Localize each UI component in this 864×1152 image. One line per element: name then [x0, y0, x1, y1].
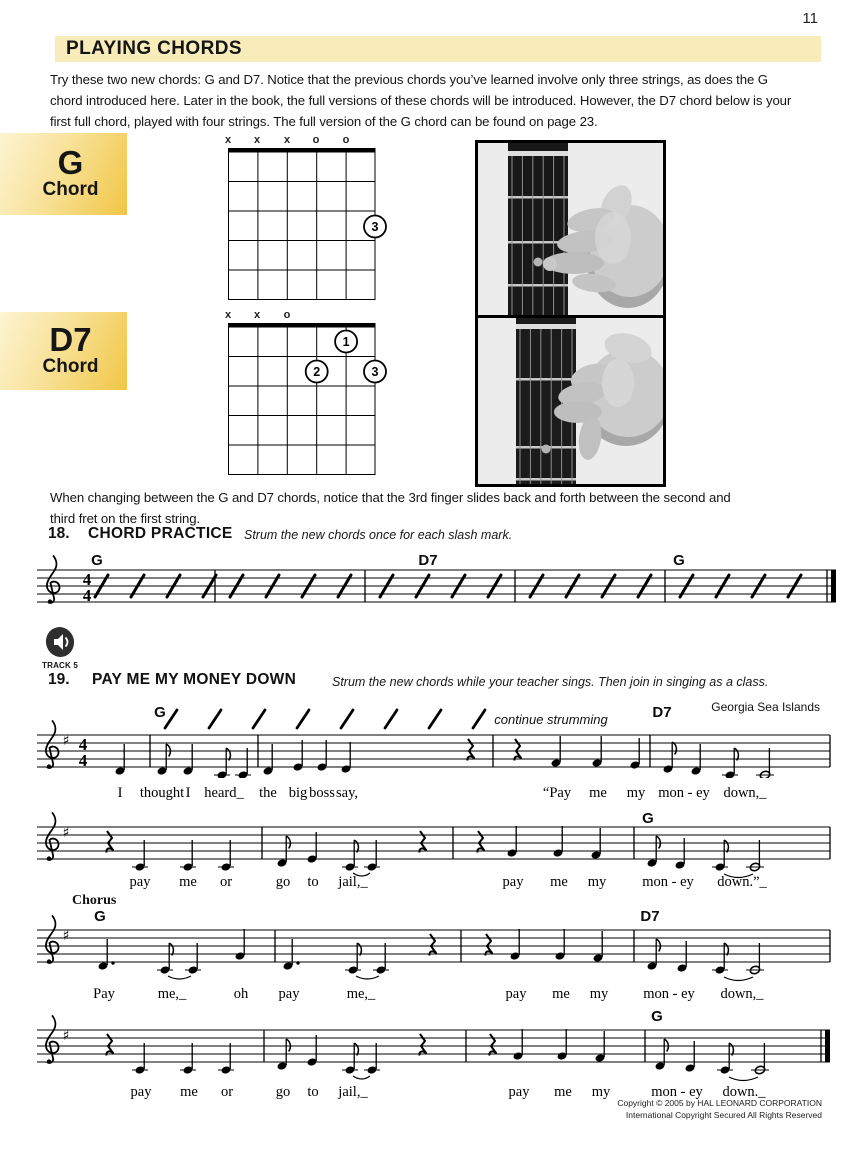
strum-slashes [165, 710, 485, 728]
ties [168, 976, 753, 981]
lyric-syllable: thought [139, 785, 185, 801]
treble-clef-icon [47, 556, 60, 604]
chord-symbol: D7 [418, 552, 438, 569]
string-marker: o [312, 134, 320, 146]
lyric-syllable: I [185, 785, 191, 801]
lyric-syllable: the [259, 785, 277, 801]
lyric-syllable: pay [502, 874, 524, 890]
section-header-bar [55, 36, 821, 62]
ties [353, 1076, 758, 1081]
nut [228, 148, 376, 153]
song-staff-line2 [35, 808, 841, 880]
chord-symbol: G [94, 908, 106, 925]
lyric-syllable: pay [129, 874, 151, 890]
noteheads [135, 848, 761, 871]
treble-clef-icon [46, 813, 59, 861]
string-marker: o [283, 309, 291, 321]
lyric-syllable: mon - ey [651, 1084, 703, 1100]
exercise-19-number: 19. [48, 671, 70, 688]
finger-number: 3 [371, 220, 379, 234]
key-signature-sharp: ♯ [62, 733, 70, 749]
lyric-syllable: down._ [722, 1084, 766, 1100]
lyric-syllable: pay [278, 986, 300, 1002]
quarter-rests [106, 831, 484, 853]
d7-chord-photo [475, 315, 666, 487]
chord-symbol: G [154, 704, 166, 721]
fret-lines [228, 357, 376, 475]
key-signature-sharp: ♯ [62, 825, 70, 841]
continue-strumming-label: continue strumming [494, 712, 608, 727]
chord-symbol: G [673, 552, 685, 569]
guitar-neck [508, 143, 568, 315]
noteheads [135, 1051, 766, 1074]
string-lines [229, 150, 376, 300]
string-marker: x [253, 309, 261, 321]
d7-chord-label-box [0, 312, 127, 390]
lyric-syllable: me [554, 1084, 572, 1100]
lyric-syllable: my [589, 986, 609, 1002]
lyric-syllable: down.”_ [717, 874, 767, 890]
exercise-18-hint: Strum the new chords once for each slash mark. [244, 528, 513, 542]
audio-track-icon [44, 626, 78, 660]
time-signature-bottom: 4 [78, 751, 88, 770]
chorus-label: Chorus [72, 893, 117, 908]
copyright-line-1: Copyright © 2005 by HAL LEONARD CORPORATION [617, 1098, 822, 1108]
treble-clef-icon [46, 721, 59, 769]
g-chord-sub: Chord [42, 179, 99, 201]
eighth-flags [169, 939, 728, 956]
final-barline [825, 1030, 830, 1062]
lyric-syllable: down,_ [720, 986, 764, 1002]
note-stems [144, 826, 759, 866]
lyric-syllable: me [550, 874, 568, 890]
fret [508, 284, 568, 287]
string-marker: x [253, 134, 261, 146]
lyric-syllable: mon - ey [658, 785, 710, 801]
fret-inlay-dot [542, 445, 551, 454]
d7-chord-name: D7 [49, 321, 92, 359]
song-attribution: Georgia Sea Islands [711, 700, 820, 714]
lyric-syllable: my [626, 785, 646, 801]
copyright-line-2: International Copyright Secured All Rights Reserved [625, 1109, 822, 1120]
song-staff-line3 [35, 910, 841, 982]
finger-number: 2 [313, 365, 321, 379]
song-staff-line1 [35, 702, 841, 778]
chord-symbol: G [651, 1008, 663, 1025]
lyric-syllable: big [288, 785, 308, 801]
exercise-18-number: 18. [48, 525, 70, 542]
key-signature-sharp: ♯ [62, 1028, 70, 1044]
lyric-syllable: or [220, 1084, 234, 1100]
lyric-syllable: mon - ey [643, 986, 695, 1002]
lyric-syllable: go [275, 874, 291, 890]
exercise-18-title: CHORD PRACTICE [88, 525, 233, 542]
string-marker: x [283, 134, 291, 146]
nut [228, 323, 376, 328]
page-number: 11 [802, 10, 818, 27]
g-chord-photo [475, 140, 666, 318]
string-marker: x [224, 134, 232, 146]
lyric-syllable: pay [130, 1084, 152, 1100]
lyric-syllable: me,_ [157, 986, 187, 1002]
lyric-syllable: Pay [93, 986, 115, 1002]
nut [516, 324, 576, 329]
final-barline [831, 570, 836, 602]
lyric-syllable: oh [233, 986, 249, 1002]
lyric-syllable: me [180, 1084, 198, 1100]
lyric-syllable: heard_ [204, 785, 244, 801]
fret [516, 478, 576, 481]
chord-symbol: G [642, 810, 654, 827]
finger-number: 3 [371, 365, 379, 379]
fret [516, 378, 576, 381]
chord-symbol: D7 [652, 704, 672, 721]
nut [508, 151, 568, 156]
g-chord-label-box [0, 133, 127, 215]
note-stems [144, 1029, 764, 1069]
key-signature-sharp: ♯ [62, 928, 70, 944]
lyric-syllable: down,_ [723, 785, 767, 801]
page-title: PLAYING CHORDS [66, 38, 242, 59]
quarter-rests [106, 1034, 496, 1056]
fret [508, 196, 568, 199]
quarter-rests [467, 739, 521, 761]
finger-number: 1 [342, 335, 350, 349]
g-chord-diagram [224, 138, 396, 308]
copyright-notice [617, 1098, 822, 1121]
staff-lines [37, 735, 830, 767]
lyric-syllable: go [275, 1084, 291, 1100]
lyric-syllable: me,_ [346, 986, 376, 1002]
lyric-syllable: me [179, 874, 197, 890]
time-signature-top: 4 [78, 735, 88, 754]
lyric-syllable: jail,_ [338, 874, 368, 890]
g-chord-name: G [57, 144, 84, 182]
eighth-flags [286, 836, 728, 853]
lyric-syllable: to [307, 1084, 319, 1100]
d7-chord-sub: Chord [42, 356, 99, 378]
d7-chord-diagram [224, 313, 396, 483]
string-marker: o [342, 134, 350, 146]
time-signature-bottom: 4 [82, 586, 92, 605]
lyric-syllable: pay [508, 1084, 530, 1100]
treble-clef-icon [46, 916, 59, 964]
lyric-syllable: I [117, 785, 123, 801]
chord-symbol: D7 [640, 908, 660, 925]
fret-inlay-dot [534, 258, 543, 267]
chord-symbol: G [91, 552, 103, 569]
lyric-syllable: “Pay [542, 785, 572, 801]
treble-clef-icon [46, 1016, 59, 1064]
eighth-flags [286, 1039, 733, 1056]
lyric-syllable: my [587, 874, 607, 890]
lyric-syllable: my [591, 1084, 611, 1100]
track-label: TRACK 5 [42, 661, 79, 670]
staff-lines [37, 930, 830, 962]
exercise-19-hint: Strum the new chords while your teacher sings. Then join in singing as a class. [332, 675, 769, 689]
fret-lines [228, 182, 376, 300]
lyric-syllable: say, [335, 785, 359, 801]
lyric-syllable: me [589, 785, 607, 801]
lyric-syllable: mon - ey [642, 874, 694, 890]
staff-lines [37, 1030, 830, 1062]
exercise-19-title: PAY ME MY MONEY DOWN [92, 671, 297, 688]
exercise-18-staff [35, 550, 841, 616]
lyric-syllable: boss [309, 785, 335, 801]
lyric-syllable: jail,_ [338, 1084, 368, 1100]
time-signature-top: 4 [82, 570, 92, 589]
song-staff-line4 [35, 1010, 841, 1082]
changing-note-paragraph: When changing between the G and D7 chords, notice that the 3rd finger slides back and forth between the second and third fret on the first string. [50, 490, 731, 526]
intro-paragraph: Try these two new chords: G and D7. Notice that the previous chords you’ve learned involve only three strings, as does the G chord introduced here. Later in the book, the full versions of these chords will be introduced. However, the D7 chord below is your first full chord, played with four strings. The full version of the G chord can be found on page 23. [50, 72, 792, 129]
lyric-syllable: or [219, 874, 233, 890]
string-marker: x [224, 309, 232, 321]
lyric-syllable: me [552, 986, 570, 1002]
lyric-syllable: to [307, 874, 319, 890]
lyric-syllable: pay [505, 986, 527, 1002]
staff-lines [37, 827, 830, 859]
